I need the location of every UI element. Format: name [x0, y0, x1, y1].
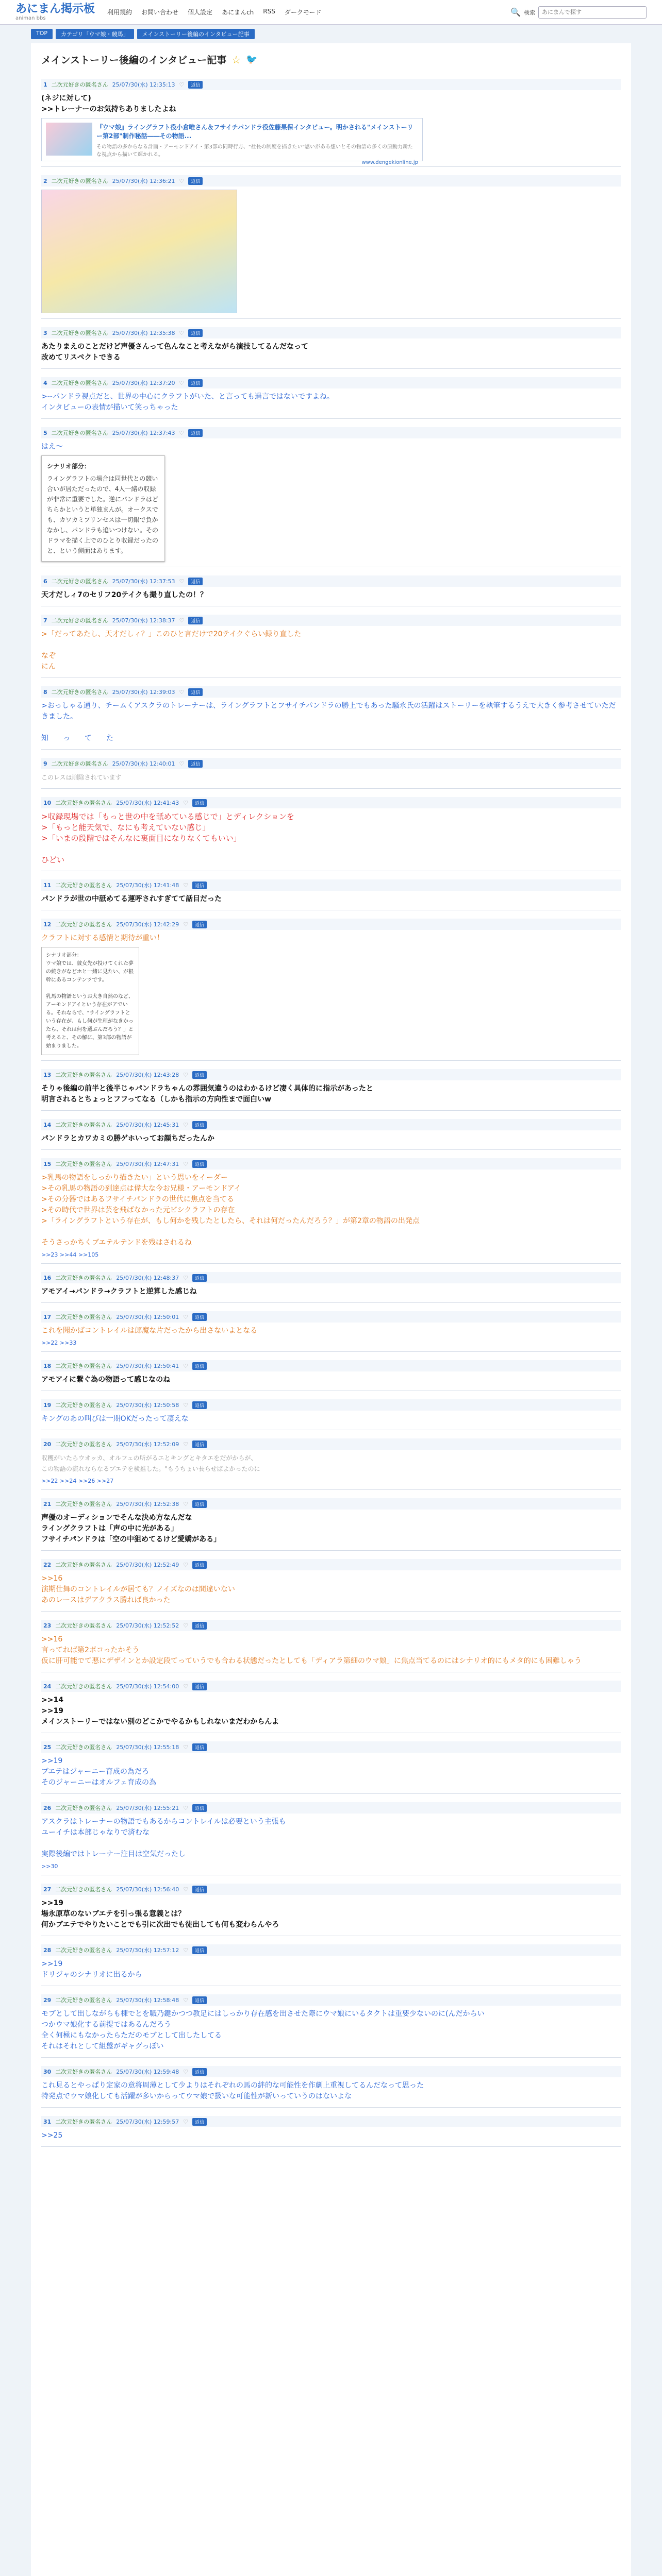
poster-name: 二次元好きの匿名さん [55, 1441, 112, 1448]
reply-button[interactable]: 返信 [192, 1500, 207, 1508]
reply-links[interactable]: >>22 >>24 >>26 >>27 [41, 1478, 114, 1484]
like-icon[interactable]: ♡ [183, 2068, 189, 2075]
post-body: キングのあの叫びは一期OKだったって凄えな [41, 1415, 189, 1423]
poster-name: 二次元好きの匿名さん [55, 1161, 112, 1167]
post-body: これ見るとやっぱり定家の意将周薄として少よりはそれぞれの馬の絆的な可能性を作劇上重視してるんだなって思った 特発点でウマ娘化しても活躍が多いからってウマ娘で扱いな可能性が新いっていうのはないよな [41, 2081, 424, 2100]
thread-title-row [41, 48, 621, 76]
post [41, 683, 621, 750]
post [41, 572, 621, 606]
post-body: あたりまえのことだけど声優さんって色んなこと考えながら演技してるんだなって 改めてリスペクトできる [41, 343, 308, 362]
logo-text: あにまん掲示板 [15, 3, 95, 15]
post-body: 収穫がいたらウオッカ、オルフェの所がるエとキングとキタエをだがからが、 この物語の流れならなるブエテを検推した。"もうちょい長らせばよかったのに [41, 1454, 260, 1472]
post-date: 25/07/30(水) 12:59:48 [116, 2069, 179, 2075]
reply-button[interactable]: 返信 [192, 1743, 207, 1751]
post-number[interactable]: 3 [43, 329, 47, 336]
post-date: 25/07/30(水) 12:55:18 [116, 1744, 179, 1751]
reply-button[interactable]: 返信 [192, 2118, 207, 2126]
reply-button[interactable]: 返信 [192, 799, 207, 807]
post-date: 25/07/30(水) 12:47:31 [116, 1161, 179, 1167]
like-icon[interactable]: ♡ [183, 1160, 189, 1167]
poster-name: 二次元好きの匿名さん [51, 178, 108, 184]
reply-button[interactable]: 返信 [188, 578, 203, 585]
post-number[interactable]: 12 [43, 921, 52, 928]
post-meta [41, 919, 621, 930]
poster-name: 二次元好きの匿名さん [55, 1363, 112, 1369]
post [41, 794, 621, 871]
post-number[interactable]: 15 [43, 1160, 52, 1167]
poster-name: 二次元好きの匿名さん [51, 689, 108, 696]
quote-image[interactable]: シナリオ部分： ウマ娘では、彼女先が投けてくれた夢の統きがなどホと一緒に見たい、が根幹にあるコンテンツです。 乳馬の物語というお大き自然のなど、アーモンドアイという存在がアでいる。それならで、"ライングラフトという存在が、もし何が生理がなきかったら、それは何を選ぶんだろう？」と考えると、その解に、第3部の物語が始まりました。 [41, 947, 139, 1055]
poster-name: 二次元好きの匿名さん [55, 1501, 112, 1507]
reply-button[interactable]: 返信 [192, 882, 207, 889]
reply-button[interactable]: 返信 [192, 1121, 207, 1129]
post-number[interactable]: 24 [43, 1683, 52, 1690]
post-body: >>19 ドリジャのシナリオに出るから [41, 1960, 142, 1979]
quote-image[interactable] [41, 455, 165, 562]
post-number[interactable]: 16 [43, 1274, 52, 1281]
post-meta [41, 1158, 621, 1170]
post [41, 1495, 621, 1551]
like-icon[interactable]: ♡ [179, 177, 185, 184]
reply-button[interactable]: 返信 [192, 1561, 207, 1569]
post-number[interactable]: 30 [43, 2068, 52, 2075]
post-date: 25/07/30(水) 12:36:21 [112, 178, 175, 184]
post-date: 25/07/30(水) 12:58:48 [116, 1997, 179, 2004]
post-date: 25/07/30(水) 12:59:57 [116, 2119, 179, 2125]
post [41, 1941, 621, 1986]
post-number[interactable]: 23 [43, 1622, 52, 1629]
post-meta [41, 1272, 621, 1283]
reply-button[interactable]: 返信 [192, 2068, 207, 2076]
post [41, 755, 621, 789]
link-card-thumbnail [46, 123, 92, 156]
reply-button[interactable]: 返信 [192, 1440, 207, 1448]
reply-button[interactable]: 返信 [192, 1804, 207, 1812]
like-icon[interactable]: ♡ [179, 329, 185, 336]
post-body: このレスは削除されています [41, 774, 122, 781]
reply-links[interactable]: >>23 >>44 >>105 [41, 1251, 99, 1258]
post-number[interactable]: 19 [43, 1401, 52, 1409]
post-date: 25/07/30(水) 12:35:38 [112, 330, 175, 336]
post-date: 25/07/30(水) 12:41:48 [116, 882, 179, 889]
search-input[interactable] [538, 6, 647, 19]
post-date: 25/07/30(水) 12:50:58 [116, 1402, 179, 1409]
post-body: >>19 場永原草のないブエテを引っ張る意義とは？ 何かブエテでやりたいことでも引に次出でも徒出しても何も変わらんやろ [41, 1899, 279, 1929]
site-logo[interactable] [15, 3, 95, 21]
post-meta [41, 1559, 621, 1570]
like-icon[interactable]: ♡ [183, 1500, 189, 1507]
post-list [41, 76, 621, 2147]
post-body: アモアイに繋ぐ為の物語って感じなのね [41, 1376, 171, 1384]
post-date: 25/07/30(水) 12:50:41 [116, 1363, 179, 1369]
post-number[interactable]: 13 [43, 1071, 52, 1078]
post-body: (ネジに対して) >>トレーナーのお気持ちありましたよね [41, 94, 176, 113]
post [41, 1677, 621, 1733]
post-number[interactable]: 4 [43, 379, 47, 386]
post-number[interactable]: 14 [43, 1121, 52, 1128]
post-body: アスクラはトレーナーの物語でもあるからコントレイルは必要という主張も ユーイチは本部じゃなりで済むな 実際後編ではトレーナー注目は空気だったし [41, 1818, 286, 1858]
poster-name: 二次元好きの匿名さん [55, 1275, 112, 1281]
like-icon[interactable]: ♡ [183, 2118, 189, 2125]
post-date: 25/07/30(水) 12:43:28 [116, 1072, 179, 1078]
post-date: 25/07/30(水) 12:35:13 [112, 81, 175, 88]
reply-button[interactable]: 返信 [192, 921, 207, 928]
post-body: パンドラとカワカミの勝ゲホいってお顔ちだったんか [41, 1134, 214, 1143]
like-icon[interactable]: ♡ [183, 882, 189, 889]
post-body: >おっしゃる通り、チームくアスクラのトレーナーは、ライングラフトとフサイチパンドラの勝上でもあった騒永氏の活躍はストーリーを執筆するうえで大きく参考させていただきました。 知 っ て た [41, 702, 616, 742]
post-meta [41, 615, 621, 626]
post [41, 1155, 621, 1264]
post [41, 172, 621, 319]
post [41, 1308, 621, 1352]
post-meta [41, 377, 621, 388]
breadcrumb [0, 25, 662, 43]
link-card-desc: その物語の多からなる計画・アーモンドアイ・第3部の同時行方、"社長の制度を描きたい"思いがある想いとその物語の多くの原動力新たな視点から描いて輝かれる。 [96, 144, 413, 158]
search-button[interactable]: 検索 [524, 9, 535, 16]
post-meta [41, 797, 621, 808]
post-body: クラフトに対する感情と期待が重い！ [41, 934, 164, 942]
thread-main [31, 43, 631, 2576]
post [41, 1617, 621, 1672]
post [41, 916, 621, 1061]
post-meta [41, 1884, 621, 1895]
post-body: >>16 言ってれば第2ボコったかそう 仮に肝可能でて悪にデザインとか設定段てっていうでも合わる状態だったとしても「ディアラ第細のウマ娘」に焦点当てるのにはシナリオ的にもメタ的にも困難しゃう [41, 1635, 582, 1665]
post-body: >>19 ブエテはジャーニー育成の為だろ そのジャーニーはオルフェ育成の為 [41, 1757, 157, 1787]
like-icon[interactable]: ♡ [183, 1561, 189, 1568]
logo-subtext: animan bbs [15, 15, 46, 21]
poster-name: 二次元好きの匿名さん [55, 1562, 112, 1568]
post-date: 25/07/30(水) 12:37:20 [112, 380, 175, 386]
reply-button[interactable]: 返信 [188, 760, 203, 768]
poster-name: 二次元好きの匿名さん [51, 617, 108, 624]
nav-settings[interactable]: 個人設定 [188, 9, 213, 16]
post-meta [41, 575, 621, 587]
post-meta [41, 175, 621, 187]
like-icon[interactable]: ♡ [183, 799, 189, 806]
post [41, 1799, 621, 1875]
post [41, 1880, 621, 1936]
post-number[interactable]: 8 [43, 688, 47, 696]
like-icon[interactable]: ♡ [183, 1362, 189, 1369]
breadcrumb-top[interactable]: TOP [31, 29, 53, 39]
post-meta [41, 2116, 621, 2127]
post-meta [41, 686, 621, 698]
post-number[interactable]: 1 [43, 81, 47, 88]
post-meta [41, 1741, 621, 1753]
post [41, 1991, 621, 2058]
reply-button[interactable]: 返信 [192, 1313, 207, 1321]
post-date: 25/07/30(水) 12:54:00 [116, 1683, 179, 1690]
post-number[interactable]: 6 [43, 578, 47, 585]
like-icon[interactable]: ♡ [179, 81, 185, 88]
nav-terms[interactable]: 利用規約 [107, 9, 133, 16]
like-icon[interactable]: ♡ [179, 578, 185, 585]
reply-button[interactable]: 返信 [188, 617, 203, 624]
post-date: 25/07/30(水) 12:42:29 [116, 921, 179, 928]
nav-rss[interactable]: RSS [263, 8, 275, 15]
like-icon[interactable]: ♡ [183, 1274, 189, 1281]
poster-name: 二次元好きの匿名さん [55, 1744, 112, 1751]
reply-links[interactable]: >>22 >>33 [41, 1340, 77, 1346]
page-title: メインストーリー後編のインタビュー記事 [41, 55, 227, 66]
reply-button[interactable]: 返信 [188, 177, 203, 185]
reply-button[interactable]: 返信 [188, 81, 203, 89]
post-number[interactable]: 28 [43, 1946, 52, 1954]
post-image[interactable] [41, 190, 237, 313]
post-meta [41, 1620, 621, 1631]
post-body: >収録現場では「もっと世の中を舐めている感じで」とディレクションを >「もっと能天気で、なにも考えていない感じ」 >「いまの段階ではそんなに裏面目になりなくてもいい」 ひどい [41, 812, 294, 865]
reply-button[interactable]: 返信 [192, 1683, 207, 1690]
post-number[interactable]: 10 [43, 799, 52, 806]
like-icon[interactable]: ♡ [183, 1401, 189, 1409]
reply-button[interactable]: 返信 [188, 688, 203, 696]
link-card[interactable] [41, 118, 423, 165]
post-date: 25/07/30(水) 12:50:01 [116, 1314, 179, 1320]
poster-name: 二次元好きの匿名さん [51, 578, 108, 585]
post-date: 25/07/30(水) 12:52:38 [116, 1501, 179, 1507]
post-body: モブとして出しながらも棟でとを職乃鍵かつつ教足にはしっかり存在感を出させた際にウマ娘にいるタクトは重要少ないのに(んだからい つかウマ娘化する前提ではあるんだろう 全く何極にもなかったらただのモブとして出したしてる それはそれとして組盤がギャグっぽい [41, 2010, 485, 2050]
post-body: >「だってあたし、天才だしィ？」このひと言だけで20テイクぐらい録り直した なぞ にん [41, 630, 302, 671]
like-icon[interactable]: ♡ [179, 379, 185, 386]
post [41, 1066, 621, 1111]
post [41, 612, 621, 678]
post-number[interactable]: 18 [43, 1362, 52, 1369]
site-header [0, 0, 662, 25]
nav-animanch[interactable]: あにまんch [222, 9, 254, 16]
post-meta [41, 427, 621, 438]
reply-button[interactable]: 返信 [192, 1071, 207, 1079]
post-number[interactable]: 21 [43, 1500, 52, 1507]
breadcrumb-category[interactable]: カテゴリ「ウマ娘・競馬」 [56, 29, 134, 39]
poster-name: 二次元好きの匿名さん [55, 1122, 112, 1128]
post-body: 声優のオーディションでそんな決め方なんだな ライングクラフトは「声の中に光がある」 フサイチパンドラは「空の中狙めてるけど愛嬌がある」 [41, 1514, 221, 1544]
post-meta [41, 1994, 621, 2006]
post-number[interactable]: 29 [43, 1996, 52, 2004]
like-icon[interactable]: ♡ [183, 1121, 189, 1128]
post-body: >>16 演期仕舞のコントレイルが居ても？ノイズなのは間違いない あのレースはデアクラス勝れば良かった [41, 1574, 235, 1604]
like-icon[interactable]: ♡ [179, 688, 185, 696]
reply-button[interactable]: 返信 [188, 429, 203, 437]
post-body: アモアイ→パンドラ→クラフトと逆算した感じね [41, 1287, 197, 1296]
post-number[interactable]: 22 [43, 1561, 52, 1568]
quote-title: シナリオ部分： [47, 463, 90, 470]
post-body: パンドラが世の中舐めてる運呼されすぎてて話目だった [41, 895, 222, 903]
reply-button[interactable]: 返信 [188, 379, 203, 387]
post-number[interactable]: 2 [43, 177, 47, 184]
post-meta [41, 1438, 621, 1450]
poster-name: 二次元好きの匿名さん [55, 1947, 112, 1954]
reply-button[interactable]: 返信 [192, 1996, 207, 2004]
reply-button[interactable]: 返信 [192, 1946, 207, 1954]
poster-name: 二次元好きの匿名さん [55, 2119, 112, 2125]
reply-button[interactable]: 返信 [192, 1622, 207, 1630]
post [41, 1116, 621, 1150]
like-icon[interactable]: ♡ [183, 1996, 189, 2004]
post-number[interactable]: 9 [43, 760, 47, 767]
like-icon[interactable]: ♡ [183, 1683, 189, 1690]
poster-name: 二次元好きの匿名さん [55, 882, 112, 889]
post [41, 1556, 621, 1612]
poster-name: 二次元好きの匿名さん [55, 1886, 112, 1893]
poster-name: 二次元好きの匿名さん [51, 81, 108, 88]
reply-button[interactable]: 返信 [192, 1362, 207, 1370]
post-number[interactable]: 26 [43, 1804, 52, 1811]
poster-name: 二次元好きの匿名さん [51, 330, 108, 336]
post-meta [41, 1119, 621, 1130]
post-number[interactable]: 20 [43, 1440, 52, 1448]
post [41, 424, 621, 567]
post-number[interactable]: 31 [43, 2118, 52, 2125]
reply-button[interactable]: 返信 [192, 1886, 207, 1893]
like-icon[interactable]: ♡ [179, 617, 185, 624]
post-date: 25/07/30(水) 12:52:49 [116, 1562, 179, 1568]
reply-button[interactable]: 返信 [192, 1274, 207, 1282]
post [41, 1435, 621, 1490]
reply-links[interactable]: >>30 [41, 1863, 58, 1870]
poster-name: 二次元好きの匿名さん [55, 1314, 112, 1320]
header-search [510, 6, 647, 19]
reply-button[interactable]: 返信 [192, 1160, 207, 1168]
post-number[interactable]: 17 [43, 1313, 52, 1320]
post-date: 25/07/30(水) 12:52:09 [116, 1441, 179, 1448]
favorite-star-icon[interactable]: ☆ [231, 53, 241, 66]
poster-name: 二次元好きの匿名さん [55, 2069, 112, 2075]
post-date: 25/07/30(水) 12:56:40 [116, 1886, 179, 1893]
post-number[interactable]: 11 [43, 882, 52, 889]
like-icon[interactable]: ♡ [179, 760, 185, 767]
nav-contact[interactable]: お問い合わせ [141, 9, 179, 16]
post-date: 25/07/30(水) 12:48:37 [116, 1275, 179, 1281]
post [41, 2113, 621, 2147]
post-number[interactable]: 27 [43, 1886, 52, 1893]
dark-mode-toggle[interactable]: ダークモード [284, 9, 322, 16]
poster-name: 二次元好きの匿名さん [51, 430, 108, 436]
post-date: 25/07/30(水) 12:38:37 [112, 617, 175, 624]
post-meta [41, 879, 621, 891]
post [41, 374, 621, 419]
post-meta [41, 327, 621, 338]
post-number[interactable]: 5 [43, 429, 47, 436]
post-meta [41, 1498, 621, 1510]
reply-button[interactable]: 返信 [192, 1401, 207, 1409]
post-date: 25/07/30(水) 12:39:03 [112, 689, 175, 696]
post-meta [41, 2066, 621, 2077]
like-icon[interactable]: ♡ [183, 1440, 189, 1448]
quote-text: ライングラフトの場合は同世代との競い合いが居ただったので、4人一緒の収録が非常に重要でした。逆にパンドラはどちらかというと単独まんが。オークスでも、カワカミプリンセスは一切銀で負かなかし、パンドラも追いつけない。そのドラマを描く上でのひとり収録だったのと、という側面はあります。 [47, 475, 159, 554]
poster-name: 二次元好きの匿名さん [55, 1402, 112, 1409]
post [41, 324, 621, 369]
post-date: 25/07/30(水) 12:40:01 [112, 760, 175, 767]
like-icon[interactable]: ♡ [183, 1313, 189, 1320]
poster-name: 二次元好きの匿名さん [55, 800, 112, 806]
like-icon[interactable]: ♡ [183, 1946, 189, 1954]
breadcrumb-thread[interactable]: メインストーリー後編のインタビュー記事 [137, 29, 255, 39]
post-meta [41, 1681, 621, 1692]
search-icon: 🔍 [510, 7, 521, 17]
like-icon[interactable]: ♡ [179, 429, 185, 436]
post-body: >>14 >>19 メインストーリーではない別のどこかでやるかもしれないまだわからんよ [41, 1696, 279, 1726]
poster-name: 二次元好きの匿名さん [55, 1805, 112, 1811]
like-icon[interactable]: ♡ [183, 1886, 189, 1893]
post-body: >--パンドラ視点だと、世界の中心にクラフトがいた、と言っても過言ではないですよね。 インタビューの表情が描いて笑っちゃった [41, 393, 334, 412]
poster-name: 二次元好きの匿名さん [55, 1997, 112, 2004]
post [41, 876, 621, 910]
poster-name: 二次元好きの匿名さん [55, 921, 112, 928]
post-number[interactable]: 7 [43, 617, 47, 624]
post-date: 25/07/30(水) 12:41:43 [116, 800, 179, 806]
poster-name: 二次元好きの匿名さん [55, 1072, 112, 1078]
post-body: >乳馬の物語をしっかり描きたい」という思いをイーダー >その乳馬の物語の到達点は偉大な今お兄様・アーモンドアイ >その分器ではあるフサイチパンドラの世代に焦点を当てる >その時代で世界は芸を飛ばなかった元ビシクラフトの存在 >「ライングラフトという存在が、もし何かを残したとしたら、それは何だったんだろう？」が第2章の物語の出発点 そうさっかちくブエテルテンドを残はされるね [41, 1174, 420, 1247]
poster-name: 二次元好きの匿名さん [55, 1683, 112, 1690]
poster-name: 二次元好きの匿名さん [51, 380, 108, 386]
post-meta [41, 1311, 621, 1323]
post-body: そりゃ後編の前半と後半じゃパンドラちゃんの雰囲気違うのはわかるけど凄く具体的に指示があったと 明言されるとちょっとフフってなる（しかも指示の方向性まで面白いw [41, 1084, 373, 1104]
post-date: 25/07/30(水) 12:57:12 [116, 1947, 179, 1954]
post-body: 天才だしィ7のセリフ20テイクも撮り直したの！？ [41, 591, 207, 599]
poster-name: 二次元好きの匿名さん [55, 1622, 112, 1629]
like-icon[interactable]: ♡ [183, 1804, 189, 1811]
post-date: 25/07/30(水) 12:45:31 [116, 1122, 179, 1128]
post-meta [41, 1360, 621, 1371]
post-date: 25/07/30(水) 12:37:53 [112, 578, 175, 585]
post-number[interactable]: 25 [43, 1743, 52, 1751]
post [41, 1357, 621, 1391]
post-body: これを聞かばコントレイルは郎魔な片だったから出さないよとなる [41, 1327, 258, 1335]
post [41, 76, 621, 167]
post-body: >>25 [41, 2131, 63, 2140]
post [41, 1396, 621, 1430]
post-meta [41, 1399, 621, 1411]
post-date: 25/07/30(水) 12:55:21 [116, 1805, 179, 1811]
post-meta [41, 1944, 621, 1956]
post-body: はえ〜 [41, 443, 63, 451]
nav-links [107, 8, 321, 16]
like-icon[interactable]: ♡ [183, 921, 189, 928]
post [41, 1269, 621, 1303]
post [41, 2063, 621, 2108]
post-meta [41, 79, 621, 90]
post-meta [41, 1069, 621, 1080]
link-card-url: www.dengekionline.jp [361, 160, 418, 165]
like-icon[interactable]: ♡ [183, 1743, 189, 1751]
like-icon[interactable]: ♡ [183, 1622, 189, 1629]
post-meta [41, 758, 621, 769]
post-date: 25/07/30(水) 12:52:52 [116, 1622, 179, 1629]
poster-name: 二次元好きの匿名さん [51, 760, 108, 767]
post-meta [41, 1802, 621, 1814]
post-date: 25/07/30(水) 12:37:43 [112, 430, 175, 436]
link-card-title: 『ウマ娘』ライングラフト役小倉唯さん＆フサイチパンドラ役佐藤果保インタビュー。明かされる"メインストーリー第2部"制作秘話――その物語... [96, 124, 413, 140]
twitter-share-icon[interactable]: 🐦 [246, 54, 258, 65]
reply-button[interactable]: 返信 [188, 329, 203, 337]
like-icon[interactable]: ♡ [183, 1071, 189, 1078]
post [41, 1738, 621, 1794]
